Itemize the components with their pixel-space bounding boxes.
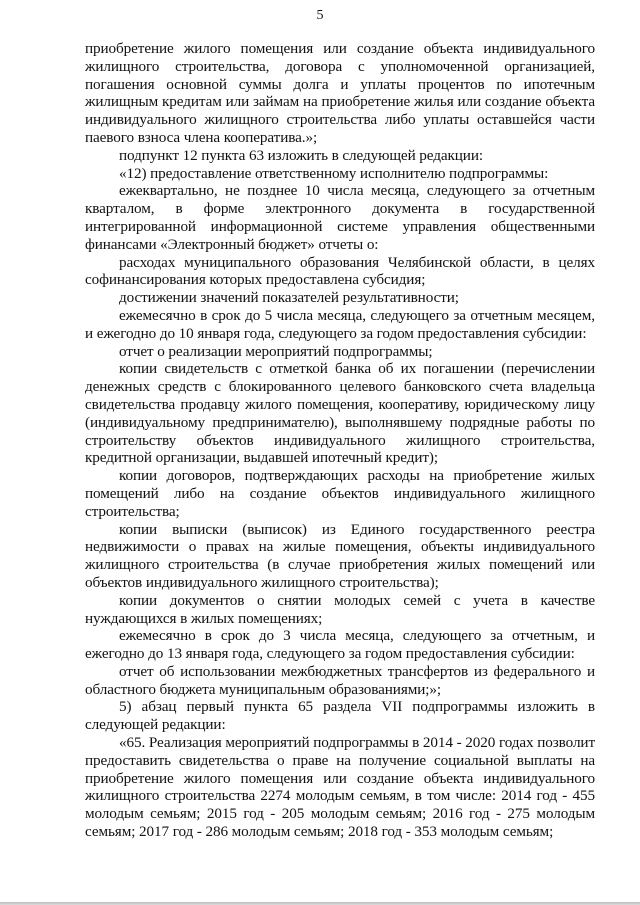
paragraph: ежемесячно в срок до 5 числа месяца, следующего за отчетным месяцем, и ежегодно до 10 января года, следующего за годом предоставления субсидии:	[85, 306, 595, 342]
paragraph: отчет о реализации мероприятий подпрограммы;	[119, 342, 433, 360]
paragraph: копии выписки (выписок) из Единого государственного реестра недвижимости о правах на жилые помещения, объекты индивидуального жилищного строительства (в случае приобретения жилых помещений или объектов индивидуального жилищного строительства);	[85, 520, 595, 591]
paragraph: «12) предоставление ответственному исполнителю подпрограммы:	[119, 164, 549, 182]
paragraph: ежемесячно в срок до 3 числа месяца, следующего за отчетным, и ежегодно до 13 января года, следующего за годом предоставления субсидии:	[85, 627, 595, 663]
paragraph: 5) абзац первый пункта 65 раздела VII подпрограммы изложить в следующей редакции:	[85, 698, 595, 734]
paragraph: расходах муниципального образования Челябинской области, в целях софинансирования которых предоставлена субсидия;	[85, 253, 595, 289]
paragraph: копии документов о снятии молодых семей с учета в качестве нуждающихся в жилых помещениях;	[85, 591, 595, 627]
paragraph: копии свидетельств с отметкой банка об их погашении (перечислении денежных средств с блокированного целевого банковского счета владельца свидетельства продавцу жилого помещения, кооперативу, юридическому лицу (индивидуальному предпринимателю), выполнявшему подрядные работы по строительству объектов индивидуального жилищного строительства, кредитной организации, выдавшей ипотечный кредит);	[85, 360, 595, 467]
paragraph: копии договоров, подтверждающих расходы на приобретение жилых помещений либо на создание объектов индивидуального жилищного строительства;	[85, 467, 595, 520]
document-body	[85, 40, 595, 841]
paragraph: «65. Реализация мероприятий подпрограммы в 2014 - 2020 годах позволит предоставить свидетельства о праве на получение социальной выплаты на приобретение жилого помещения или создание объекта индивидуального жилищного строительства 2274 молодым семьям, в том числе: 2014 год - 455 молодым семьям; 2015 год - 205 молодым семьям; 2016 год - 275 молодым семьям; 2017 год - 286 молодым семьям; 2018 год - 353 молодым семьям;	[85, 734, 595, 841]
paragraph: ежеквартально, не позднее 10 числа месяца, следующего за отчетным кварталом, в форме электронного документа в государственной интегрированной информационной системе управления общественными финансами «Электронный бюджет» отчеты о:	[85, 182, 595, 253]
paragraph: подпункт 12 пункта 63 изложить в следующей редакции:	[119, 146, 483, 164]
paragraph: достижении значений показателей результативности;	[119, 289, 459, 307]
paragraph: приобретение жилого помещения или создание объекта индивидуального жилищного строительства, договора с уполномоченной организацией, погашения основной суммы долга и уплаты процентов по ипотечным жилищным кредитам или займам на приобретение жилья или создание объекта индивидуального жилищного строительства либо уплаты оставшейся части паевого взноса члена кооператива.»;	[85, 40, 595, 146]
page-number: 5	[316, 8, 324, 23]
paragraph: отчет об использовании межбюджетных трансфертов из федерального и областного бюджета муниципальным образованиями;»;	[85, 662, 595, 698]
